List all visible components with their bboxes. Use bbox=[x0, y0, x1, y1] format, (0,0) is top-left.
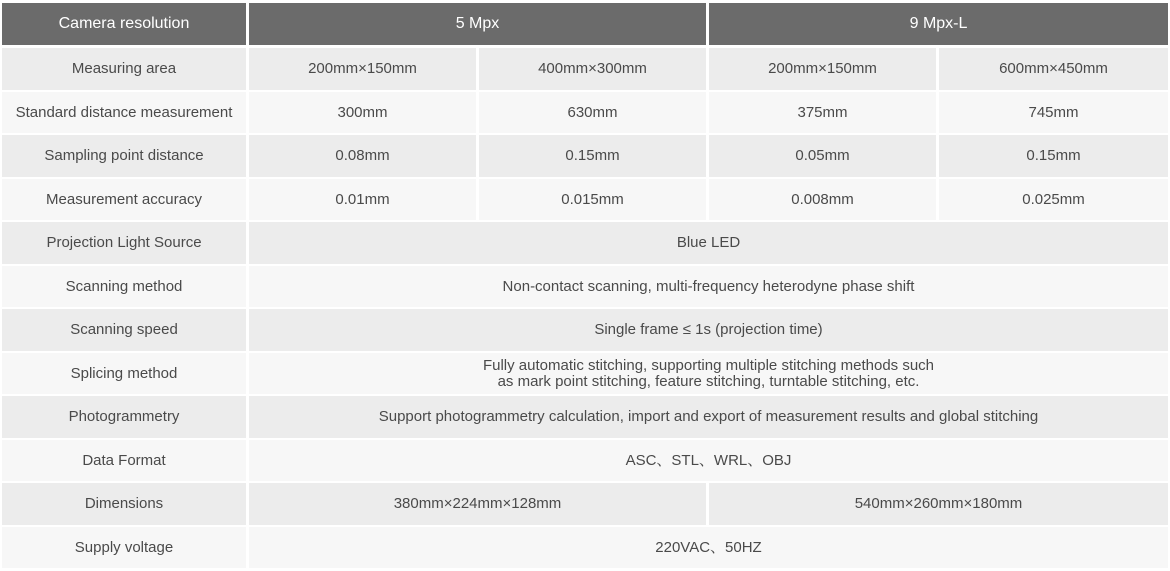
row-label: Photogrammetry bbox=[2, 396, 246, 438]
row-label: Supply voltage bbox=[2, 527, 246, 568]
value-cell: 380mm×224mm×128mm bbox=[249, 483, 706, 525]
header-model-5mpx: 5 Mpx bbox=[249, 3, 706, 45]
value-cell: 375mm bbox=[709, 92, 936, 133]
row-label: Scanning method bbox=[2, 266, 246, 307]
row-label: Splicing method bbox=[2, 353, 246, 394]
value-cell: 0.08mm bbox=[249, 135, 476, 177]
value-cell: 600mm×450mm bbox=[939, 48, 1168, 90]
row-label: Projection Light Source bbox=[2, 222, 246, 264]
row-label: Measurement accuracy bbox=[2, 179, 246, 220]
row-label: Sampling point distance bbox=[2, 135, 246, 177]
row-label: Scanning speed bbox=[2, 309, 246, 351]
row-label: Standard distance measurement bbox=[2, 92, 246, 133]
value-cell: 200mm×150mm bbox=[709, 48, 936, 90]
value-cell: 400mm×300mm bbox=[479, 48, 706, 90]
header-model-9mpx-l: 9 Mpx-L bbox=[709, 3, 1168, 45]
value-cell: 0.015mm bbox=[479, 179, 706, 220]
value-cell: ASC、STL、WRL、OBJ bbox=[249, 440, 1168, 481]
value-cell: 300mm bbox=[249, 92, 476, 133]
header-label: Camera resolution bbox=[2, 3, 246, 45]
value-cell: Blue LED bbox=[249, 222, 1168, 264]
value-cell: Single frame ≤ 1s (projection time) bbox=[249, 309, 1168, 351]
value-cell: 0.01mm bbox=[249, 179, 476, 220]
value-cell: 540mm×260mm×180mm bbox=[709, 483, 1168, 525]
value-cell: Support photogrammetry calculation, import and export of measurement results and global stitching bbox=[249, 396, 1168, 438]
value-cell: 0.15mm bbox=[479, 135, 706, 177]
value-cell: 200mm×150mm bbox=[249, 48, 476, 90]
value-cell: 0.025mm bbox=[939, 179, 1168, 220]
value-cell: 0.008mm bbox=[709, 179, 936, 220]
row-label: Measuring area bbox=[2, 48, 246, 90]
value-cell: 630mm bbox=[479, 92, 706, 133]
value-cell: 0.05mm bbox=[709, 135, 936, 177]
row-label: Data Format bbox=[2, 440, 246, 481]
value-cell: 745mm bbox=[939, 92, 1168, 133]
value-cell: 220VAC、50HZ bbox=[249, 527, 1168, 568]
value-cell: Fully automatic stitching, supporting multiple stitching methods such as mark point stitching, feature stitching, turntable stitching, etc. bbox=[249, 353, 1168, 394]
value-cell: Non-contact scanning, multi-frequency heterodyne phase shift bbox=[249, 266, 1168, 307]
row-label: Dimensions bbox=[2, 483, 246, 525]
value-cell: 0.15mm bbox=[939, 135, 1168, 177]
